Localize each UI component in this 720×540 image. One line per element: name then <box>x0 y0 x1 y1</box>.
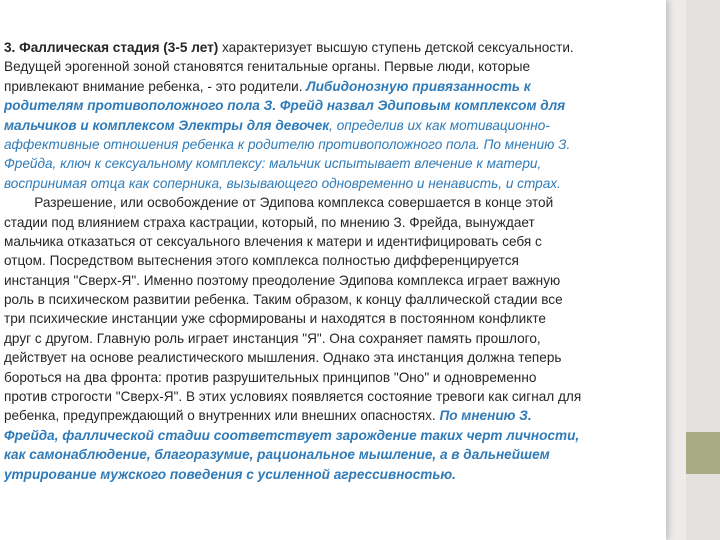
emphasis-line: утрирование мужского поведения с усиленной агрессивностью. <box>4 466 456 482</box>
text-fragment: ребенка, предупреждающий о внутренних или внешних опасностях. <box>4 408 440 424</box>
text-line: друг с другом. Главную роль играет инстанция "Я". Она сохраняет память прошлого, <box>4 330 541 346</box>
italic-text: , определив их как мотивационно- <box>329 117 550 133</box>
italic-line: аффективные отношения ребенка к родителю противоположного пола. По мнению З. <box>4 136 571 152</box>
emphasis-line: родителям противоположного пола З. Фрейд назвал Эдиповым комплексом для <box>4 98 566 114</box>
italic-line: воспринимая отца как соперника, вызывающего одновременно и ненависть, и страх. <box>4 175 561 191</box>
text-line: действует на основе реалистического мышления. Однако эта инстанция должна теперь <box>4 350 562 366</box>
emphasis-line: как самонаблюдение, благоразумие, рациональное мышление, а в дальнейшем <box>4 447 550 463</box>
text-line <box>4 116 660 135</box>
text-fragment: привлекают внимание ребенка, - это родители. <box>4 78 307 94</box>
text-line: отцом. Посредством вытеснения этого комплекса полностью дифференцируется <box>4 253 519 269</box>
text-line <box>4 77 660 96</box>
emphasis-line: Фрейда, фаллической стадии соответствует зарождение таких черт личности, <box>4 427 580 443</box>
text-line: Разрешение, или освобождение от Эдипова комплекса совершается в конце этой <box>4 195 554 211</box>
text-line: мальчика отказаться от сексуального влечения к матери и идентифицировать себя с <box>4 233 542 249</box>
italic-line: Фрейда, ключ к сексуальному комплексу: мальчик испытывает влечение к матери, <box>4 156 542 172</box>
slide-text-body <box>4 38 660 484</box>
text-line: три психические инстанции уже сформированы и находятся в постоянном конфликте <box>4 311 546 327</box>
text-line: инстанция "Сверх-Я". Именно поэтому преодоление Эдипова комплекса играет важную <box>4 272 561 288</box>
text-line <box>4 406 660 425</box>
stage-heading: 3. Фаллическая стадия (3-5 лет) <box>4 40 219 55</box>
emphasis-text: По мнению З. <box>439 408 532 424</box>
text-line: роль в психическом развитии ребенка. Таким образом, к концу фаллической стадии все <box>4 292 563 308</box>
right-accent-block <box>686 432 720 474</box>
text-fragment: характеризует высшую ступень детской сексуальности. <box>218 40 574 55</box>
text-line: против строгости "Сверх-Я". В этих условиях появляется состояние тревоги как сигнал для <box>4 389 582 405</box>
text-line: бороться на два фронта: против разрушительных принципов "Оно" и одновременно <box>4 369 537 385</box>
emphasis-text: Либидонозную привязанность к <box>306 78 531 94</box>
emphasis-text: мальчиков и комплексом Электры для девочек <box>4 117 330 133</box>
text-line: стадии под влиянием страха кастрации, который, по мнению З. Фрейда, вынуждает <box>4 214 535 230</box>
text-line: Ведущей эрогенной зоной становятся генитальные органы. Первые люди, которые <box>4 59 531 75</box>
text-line <box>4 38 660 57</box>
